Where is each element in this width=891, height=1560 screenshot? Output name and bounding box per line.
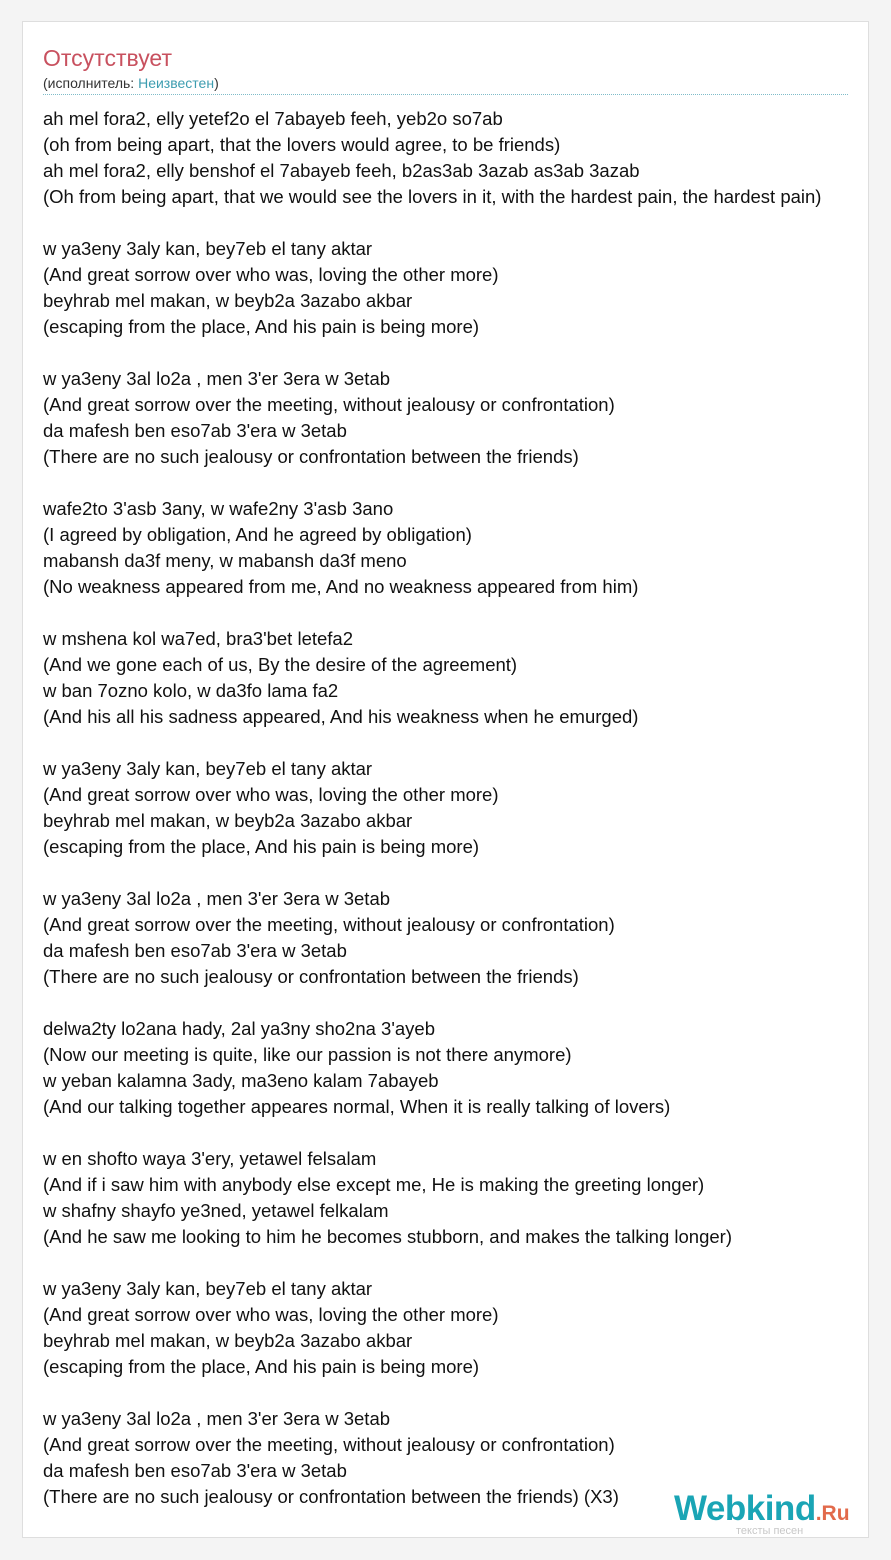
lyric-line: (And great sorrow over who was, loving the other more) (43, 264, 499, 285)
artist-line (43, 74, 219, 92)
lyric-line: w ya3eny 3aly kan, bey7eb el tany aktar (43, 238, 373, 259)
stanza-break (43, 1120, 869, 1146)
stanza-break (43, 730, 869, 756)
stanza-break (43, 990, 869, 1016)
lyric-line: (And great sorrow over the meeting, without jealousy or confrontation) (43, 394, 615, 415)
artist-link[interactable]: Неизвестен (138, 75, 215, 91)
lyric-line: da mafesh ben eso7ab 3'era w 3etab (43, 420, 347, 441)
lyric-line: (I agreed by obligation, And he agreed by obligation) (43, 524, 472, 545)
lyrics-body (43, 106, 869, 1510)
logo-tld-text: .Ru (815, 1502, 850, 1525)
lyric-line: da mafesh ben eso7ab 3'era w 3etab (43, 940, 347, 961)
lyric-line: wafe2to 3'asb 3any, w wafe2ny 3'asb 3ano (43, 498, 394, 519)
logo-tagline: тексты песен (736, 1525, 804, 1537)
lyric-line: (And our talking together appeares normal, When it is really talking of lovers) (43, 1096, 671, 1117)
lyric-line: da mafesh ben eso7ab 3'era w 3etab (43, 1460, 347, 1481)
lyric-line: (And great sorrow over who was, loving the other more) (43, 1304, 499, 1325)
lyric-line: (And great sorrow over who was, loving the other more) (43, 784, 499, 805)
lyric-line: (And he saw me looking to him he becomes stubborn, and makes the talking longer) (43, 1226, 732, 1247)
lyric-line: mabansh da3f meny, w mabansh da3f meno (43, 550, 407, 571)
title-divider (43, 94, 848, 95)
lyric-line: beyhrab mel makan, w beyb2a 3azabo akbar (43, 290, 413, 311)
lyric-line: w ya3eny 3al lo2a , men 3'er 3era w 3etab (43, 888, 391, 909)
lyric-line: (escaping from the place, And his pain is being more) (43, 1356, 480, 1377)
lyric-line: w ya3eny 3aly kan, bey7eb el tany aktar (43, 1278, 373, 1299)
stanza-break (43, 470, 869, 496)
lyric-line: (escaping from the place, And his pain is being more) (43, 316, 480, 337)
stanza-break (43, 210, 869, 236)
lyric-line: ah mel fora2, elly benshof el 7abayeb feeh, b2as3ab 3azab as3ab 3azab (43, 160, 640, 181)
webkind-logo[interactable] (674, 1489, 874, 1539)
stanza-break (43, 860, 869, 886)
lyric-line: w ya3eny 3al lo2a , men 3'er 3era w 3etab (43, 368, 391, 389)
lyric-line: beyhrab mel makan, w beyb2a 3azabo akbar (43, 810, 413, 831)
lyric-line: (There are no such jealousy or confrontation between the friends) (43, 966, 579, 987)
lyric-line: (Now our meeting is quite, like our passion is not there anymore) (43, 1044, 572, 1065)
lyric-line: beyhrab mel makan, w beyb2a 3azabo akbar (43, 1330, 413, 1351)
lyric-line: (oh from being apart, that the lovers would agree, to be friends) (43, 134, 561, 155)
lyric-line: (Oh from being apart, that we would see the lovers in it, with the hardest pain, the hardest pain) (43, 186, 822, 207)
lyric-line: delwa2ty lo2ana hady, 2al ya3ny sho2na 3'ayeb (43, 1018, 435, 1039)
lyric-line: w ban 7ozno kolo, w da3fo lama fa2 (43, 680, 339, 701)
logo-main-text: Webkind (674, 1489, 816, 1528)
lyric-line: (And great sorrow over the meeting, without jealousy or confrontation) (43, 914, 615, 935)
lyric-line: (There are no such jealousy or confrontation between the friends) (43, 446, 579, 467)
lyric-line: w ya3eny 3al lo2a , men 3'er 3era w 3etab (43, 1408, 391, 1429)
stanza-break (43, 340, 869, 366)
lyric-line: (And we gone each of us, By the desire of the agreement) (43, 654, 518, 675)
lyric-line: w yeban kalamna 3ady, ma3eno kalam 7abayeb (43, 1070, 439, 1091)
song-title: Отсутствует (43, 45, 172, 71)
lyric-line: (No weakness appeared from me, And no weakness appeared from him) (43, 576, 639, 597)
lyric-line: w mshena kol wa7ed, bra3'bet letefa2 (43, 628, 354, 649)
lyric-line: ah mel fora2, elly yetef2o el 7abayeb feeh, yeb2o so7ab (43, 108, 503, 129)
lyric-line: (And his all his sadness appeared, And his weakness when he emurged) (43, 706, 639, 727)
stanza-break (43, 1380, 869, 1406)
artist-prefix: (исполнитель: (43, 75, 139, 91)
lyrics-card (22, 21, 869, 1538)
stanza-break (43, 600, 869, 626)
lyric-line: w shafny shayfo ye3ned, yetawel felkalam (43, 1200, 389, 1221)
stanza-break (43, 1250, 869, 1276)
lyric-line: (escaping from the place, And his pain is being more) (43, 836, 480, 857)
lyric-line: (There are no such jealousy or confrontation between the friends) (X3) (43, 1486, 619, 1507)
lyric-line: (And great sorrow over the meeting, without jealousy or confrontation) (43, 1434, 615, 1455)
artist-suffix: ) (214, 75, 219, 91)
lyric-line: w ya3eny 3aly kan, bey7eb el tany aktar (43, 758, 373, 779)
lyric-line: w en shofto waya 3'ery, yetawel felsalam (43, 1148, 377, 1169)
lyric-line: (And if i saw him with anybody else except me, He is making the greeting longer) (43, 1174, 705, 1195)
